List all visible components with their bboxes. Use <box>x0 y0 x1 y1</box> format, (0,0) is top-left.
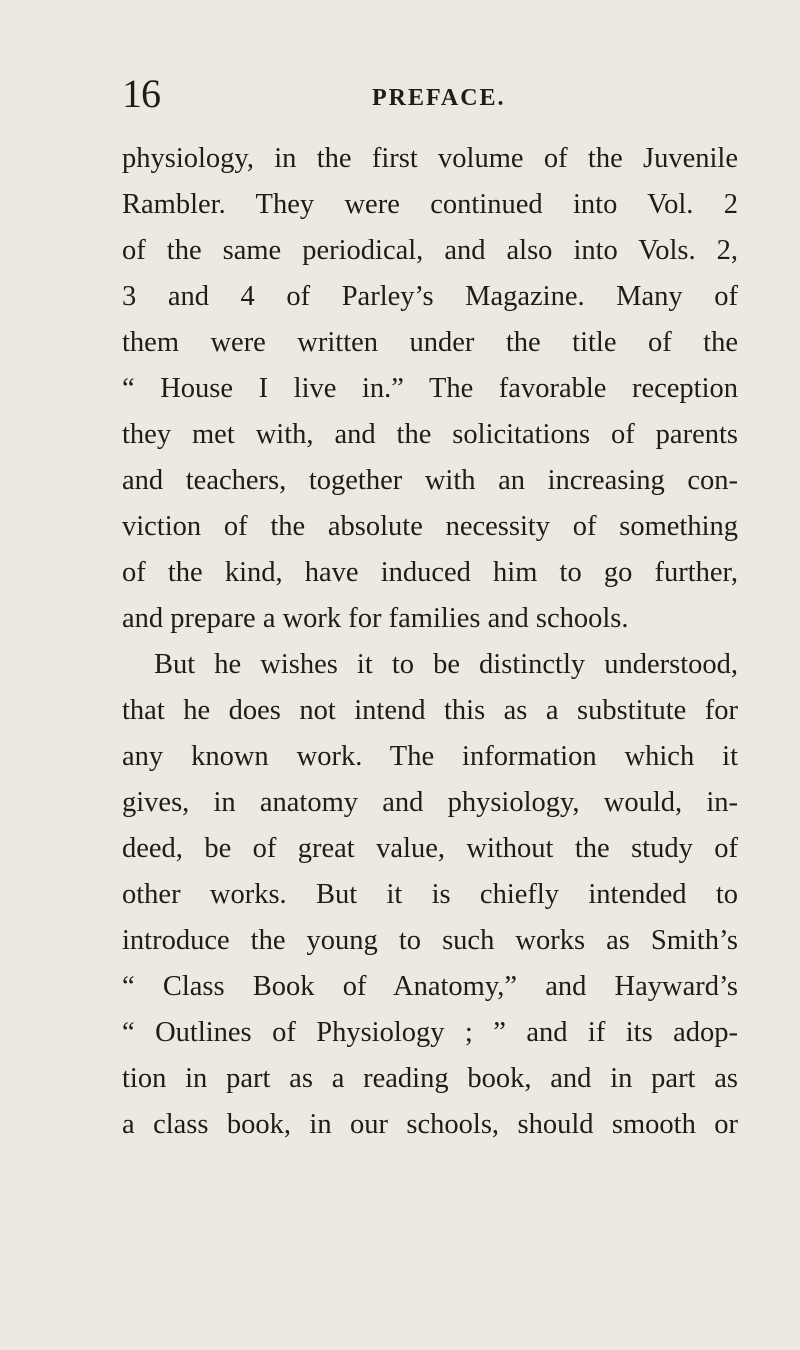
text-line: Rambler. They were continued into Vol. 2 <box>122 189 738 220</box>
text-line: them were written under the title of the <box>122 327 738 358</box>
text-line: “ Outlines of Physiology ; ” and if its adop- <box>122 1017 738 1048</box>
text-line: “ House I live in.” The favorable reception <box>122 373 738 404</box>
text-line: and teachers, together with an increasing con- <box>122 465 738 496</box>
running-head: PREFACE. <box>372 85 506 111</box>
text-line: any known work. The information which it <box>122 741 738 772</box>
page-number: 16 <box>122 71 160 116</box>
text-line: deed, be of great value, without the study of <box>122 833 738 864</box>
page-header <box>0 70 800 120</box>
text-line: physiology, in the first volume of the Juvenile <box>122 143 738 174</box>
text-line: 3 and 4 of Parley’s Magazine. Many of <box>122 281 738 312</box>
text-line: introduce the young to such works as Smith’s <box>122 925 738 956</box>
text-line: that he does not intend this as a substitute for <box>122 695 738 726</box>
text-line: other works. But it is chiefly intended to <box>122 879 738 910</box>
text-line: a class book, in our schools, should smooth or <box>122 1109 738 1140</box>
text-line: But he wishes it to be distinctly understood, <box>154 649 738 680</box>
text-line: they met with, and the solicitations of parents <box>122 419 738 450</box>
text-line: viction of the absolute necessity of something <box>122 511 738 542</box>
text-line: of the kind, have induced him to go further, <box>122 557 738 588</box>
text-line: tion in part as a reading book, and in part as <box>122 1063 738 1094</box>
preface-body <box>122 136 738 1148</box>
text-line: and prepare a work for families and schools. <box>122 603 629 634</box>
text-line: of the same periodical, and also into Vols. 2, <box>122 235 738 266</box>
text-line: gives, in anatomy and physiology, would, in- <box>122 787 738 818</box>
text-line: “ Class Book of Anatomy,” and Hayward’s <box>122 971 738 1002</box>
